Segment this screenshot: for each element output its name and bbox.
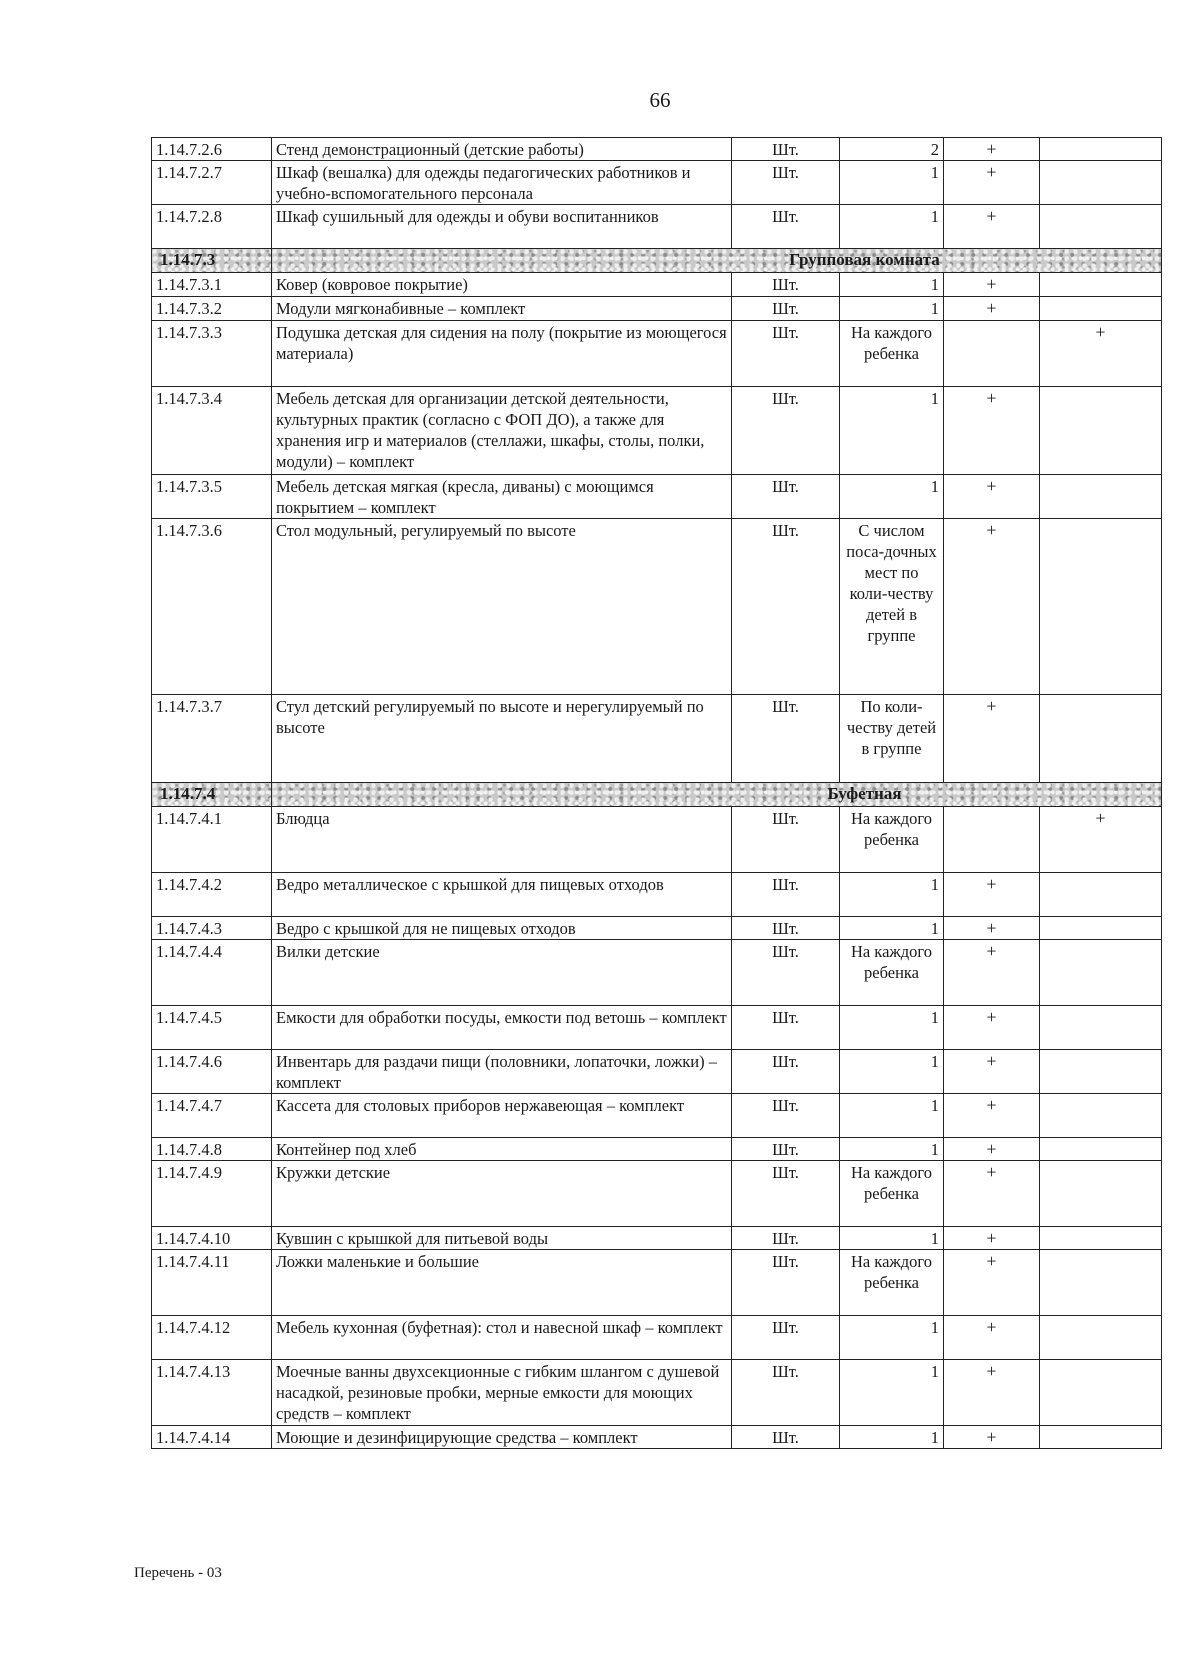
item-mark-col6: [1040, 205, 1162, 249]
item-unit: Шт.: [732, 1094, 840, 1138]
item-quantity: На каждого ребенка: [840, 807, 944, 873]
item-unit: Шт.: [732, 205, 840, 249]
item-name: Шкаф (вешалка) для одежды педагогических работников и учебно-вспомогательного персонала: [272, 161, 732, 205]
item-quantity: На каждого ребенка: [840, 940, 944, 1006]
item-mark-col6: [1040, 161, 1162, 205]
item-code: 1.14.7.4.3: [152, 917, 272, 940]
table-row: [152, 1227, 1162, 1250]
section-code: 1.14.7.3: [152, 249, 272, 273]
item-name: Кувшин с крышкой для питьевой воды: [272, 1227, 732, 1250]
item-unit: Шт.: [732, 873, 840, 917]
item-unit: Шт.: [732, 387, 840, 475]
item-mark-col5: +: [944, 1360, 1040, 1426]
item-code: 1.14.7.3.3: [152, 321, 272, 387]
item-quantity: С числом поса-дочных мест по коли-честву детей в группе: [840, 519, 944, 695]
item-mark-col5: +: [944, 1050, 1040, 1094]
table-row: [152, 1360, 1162, 1426]
section-row: [152, 249, 1162, 273]
item-mark-col5: +: [944, 1094, 1040, 1138]
table-body: [152, 138, 1162, 1449]
item-code: 1.14.7.3.7: [152, 695, 272, 783]
item-mark-col6: [1040, 1138, 1162, 1161]
item-quantity: 1: [840, 475, 944, 519]
item-quantity: По коли-честву детей в группе: [840, 695, 944, 783]
item-code: 1.14.7.2.8: [152, 205, 272, 249]
item-mark-col5: +: [944, 519, 1040, 695]
item-quantity: На каждого ребенка: [840, 321, 944, 387]
item-mark-col5: +: [944, 940, 1040, 1006]
item-name: Модули мягконабивные – комплект: [272, 297, 732, 321]
item-mark-col5: +: [944, 695, 1040, 783]
item-name: Мебель детская мягкая (кресла, диваны) с моющимся покрытием – комплект: [272, 475, 732, 519]
item-mark-col5: [944, 807, 1040, 873]
item-name: Ковер (ковровое покрытие): [272, 273, 732, 297]
table-row: [152, 1094, 1162, 1138]
item-name: Блюдца: [272, 807, 732, 873]
item-unit: Шт.: [732, 475, 840, 519]
item-code: 1.14.7.4.7: [152, 1094, 272, 1138]
item-code: 1.14.7.4.11: [152, 1250, 272, 1316]
item-code: 1.14.7.3.2: [152, 297, 272, 321]
item-mark-col6: [1040, 1227, 1162, 1250]
item-mark-col6: [1040, 1426, 1162, 1449]
item-mark-col6: +: [1040, 807, 1162, 873]
item-code: 1.14.7.4.13: [152, 1360, 272, 1426]
item-name: Мебель детская для организации детской деятельности, культурных практик (согласно с ФОП ДО), а также для хранения игр и материалов (стеллажи, шкафы, столы, полки, модули) – комплект: [272, 387, 732, 475]
table-row: [152, 205, 1162, 249]
item-mark-col6: [1040, 1316, 1162, 1360]
item-code: 1.14.7.3.6: [152, 519, 272, 695]
item-code: 1.14.7.3.1: [152, 273, 272, 297]
item-quantity: 1: [840, 1227, 944, 1250]
item-unit: Шт.: [732, 519, 840, 695]
item-mark-col6: [1040, 297, 1162, 321]
item-mark-col6: [1040, 873, 1162, 917]
item-mark-col5: +: [944, 1161, 1040, 1227]
item-quantity: 1: [840, 1050, 944, 1094]
table-row: [152, 387, 1162, 475]
section-row: [152, 783, 1162, 807]
item-quantity: На каждого ребенка: [840, 1161, 944, 1227]
item-unit: Шт.: [732, 1050, 840, 1094]
item-unit: Шт.: [732, 1426, 840, 1449]
item-code: 1.14.7.4.12: [152, 1316, 272, 1360]
table-row: [152, 1316, 1162, 1360]
item-mark-col6: [1040, 1006, 1162, 1050]
item-mark-col5: +: [944, 1138, 1040, 1161]
section-title: Буфетная: [272, 783, 1162, 807]
item-mark-col5: +: [944, 917, 1040, 940]
table-row: [152, 138, 1162, 161]
item-code: 1.14.7.4.4: [152, 940, 272, 1006]
item-mark-col6: [1040, 138, 1162, 161]
item-mark-col6: [1040, 519, 1162, 695]
item-unit: Шт.: [732, 917, 840, 940]
table-row: [152, 161, 1162, 205]
item-mark-col5: +: [944, 1316, 1040, 1360]
table-row: [152, 695, 1162, 783]
item-unit: Шт.: [732, 161, 840, 205]
item-mark-col5: +: [944, 475, 1040, 519]
item-unit: Шт.: [732, 1250, 840, 1316]
item-unit: Шт.: [732, 321, 840, 387]
item-mark-col5: +: [944, 1227, 1040, 1250]
footer-doc-id: Перечень - 03: [134, 1565, 222, 1581]
table-row: [152, 297, 1162, 321]
item-code: 1.14.7.4.6: [152, 1050, 272, 1094]
item-code: 1.14.7.4.8: [152, 1138, 272, 1161]
item-mark-col6: [1040, 387, 1162, 475]
item-quantity: 1: [840, 1316, 944, 1360]
item-quantity: 1: [840, 1094, 944, 1138]
table-row: [152, 1250, 1162, 1316]
table-row: [152, 917, 1162, 940]
item-mark-col6: [1040, 475, 1162, 519]
item-quantity: 1: [840, 273, 944, 297]
section-title: Групповая комната: [272, 249, 1162, 273]
item-quantity: 1: [840, 297, 944, 321]
item-name: Вилки детские: [272, 940, 732, 1006]
item-code: 1.14.7.3.5: [152, 475, 272, 519]
item-name: Шкаф сушильный для одежды и обуви воспитанников: [272, 205, 732, 249]
item-name: Кружки детские: [272, 1161, 732, 1227]
item-mark-col6: [1040, 917, 1162, 940]
item-mark-col6: [1040, 273, 1162, 297]
item-name: Стенд демонстрационный (детские работы): [272, 138, 732, 161]
item-mark-col6: [1040, 1360, 1162, 1426]
item-mark-col6: [1040, 1094, 1162, 1138]
item-mark-col6: [1040, 695, 1162, 783]
item-quantity: 1: [840, 917, 944, 940]
item-name: Емкости для обработки посуды, емкости под ветошь – комплект: [272, 1006, 732, 1050]
table-row: [152, 1161, 1162, 1227]
item-quantity: 1: [840, 205, 944, 249]
item-unit: Шт.: [732, 940, 840, 1006]
item-name: Кассета для столовых приборов нержавеющая – комплект: [272, 1094, 732, 1138]
item-code: 1.14.7.4.1: [152, 807, 272, 873]
table-row: [152, 475, 1162, 519]
page-number: 66: [649, 88, 671, 112]
item-mark-col5: [944, 321, 1040, 387]
item-mark-col6: [1040, 1050, 1162, 1094]
item-unit: Шт.: [732, 1360, 840, 1426]
item-unit: Шт.: [732, 1138, 840, 1161]
item-mark-col5: +: [944, 873, 1040, 917]
item-name: Моечные ванны двухсекционные с гибким шлангом с душевой насадкой, резиновые пробки, мерные емкости для моющих средств – комплект: [272, 1360, 732, 1426]
item-unit: Шт.: [732, 807, 840, 873]
table-row: [152, 1138, 1162, 1161]
item-mark-col5: +: [944, 138, 1040, 161]
item-quantity: На каждого ребенка: [840, 1250, 944, 1316]
item-mark-col5: +: [944, 1006, 1040, 1050]
item-unit: Шт.: [732, 1161, 840, 1227]
item-mark-col6: [1040, 1161, 1162, 1227]
item-unit: Шт.: [732, 1227, 840, 1250]
item-code: 1.14.7.4.14: [152, 1426, 272, 1449]
item-quantity: 1: [840, 1006, 944, 1050]
item-name: Ложки маленькие и большие: [272, 1250, 732, 1316]
item-name: Стул детский регулируемый по высоте и нерегулируемый по высоте: [272, 695, 732, 783]
item-mark-col5: +: [944, 273, 1040, 297]
table-row: [152, 321, 1162, 387]
table-row: [152, 1426, 1162, 1449]
table-row: [152, 807, 1162, 873]
item-mark-col6: [1040, 1250, 1162, 1316]
table-row: [152, 519, 1162, 695]
item-mark-col5: +: [944, 387, 1040, 475]
item-code: 1.14.7.4.2: [152, 873, 272, 917]
item-name: Мебель кухонная (буфетная): стол и навесной шкаф – комплект: [272, 1316, 732, 1360]
item-mark-col5: +: [944, 205, 1040, 249]
item-code: 1.14.7.4.9: [152, 1161, 272, 1227]
item-mark-col6: [1040, 940, 1162, 1006]
table-row: [152, 940, 1162, 1006]
item-name: Подушка детская для сидения на полу (покрытие из моющегося материала): [272, 321, 732, 387]
item-quantity: 1: [840, 873, 944, 917]
item-name: Контейнер под хлеб: [272, 1138, 732, 1161]
item-quantity: 1: [840, 1426, 944, 1449]
item-quantity: 1: [840, 1138, 944, 1161]
item-name: Стол модульный, регулируемый по высоте: [272, 519, 732, 695]
item-code: 1.14.7.4.5: [152, 1006, 272, 1050]
item-name: Ведро с крышкой для не пищевых отходов: [272, 917, 732, 940]
item-quantity: 1: [840, 161, 944, 205]
item-unit: Шт.: [732, 695, 840, 783]
equipment-table: [151, 137, 1162, 1449]
item-unit: Шт.: [732, 273, 840, 297]
item-code: 1.14.7.2.7: [152, 161, 272, 205]
item-name: Ведро металлическое с крышкой для пищевых отходов: [272, 873, 732, 917]
item-unit: Шт.: [732, 138, 840, 161]
item-quantity: 1: [840, 387, 944, 475]
item-quantity: 1: [840, 1360, 944, 1426]
table-row: [152, 873, 1162, 917]
item-code: 1.14.7.3.4: [152, 387, 272, 475]
item-unit: Шт.: [732, 1316, 840, 1360]
item-mark-col5: +: [944, 1426, 1040, 1449]
item-mark-col5: +: [944, 297, 1040, 321]
table-row: [152, 273, 1162, 297]
item-unit: Шт.: [732, 1006, 840, 1050]
table-row: [152, 1050, 1162, 1094]
item-mark-col6: +: [1040, 321, 1162, 387]
item-quantity: 2: [840, 138, 944, 161]
table-row: [152, 1006, 1162, 1050]
item-code: 1.14.7.4.10: [152, 1227, 272, 1250]
item-mark-col5: +: [944, 161, 1040, 205]
item-code: 1.14.7.2.6: [152, 138, 272, 161]
item-unit: Шт.: [732, 297, 840, 321]
item-mark-col5: +: [944, 1250, 1040, 1316]
item-name: Инвентарь для раздачи пищи (половники, лопаточки, ложки) – комплект: [272, 1050, 732, 1094]
section-code: 1.14.7.4: [152, 783, 272, 807]
item-name: Моющие и дезинфицирующие средства – комплект: [272, 1426, 732, 1449]
